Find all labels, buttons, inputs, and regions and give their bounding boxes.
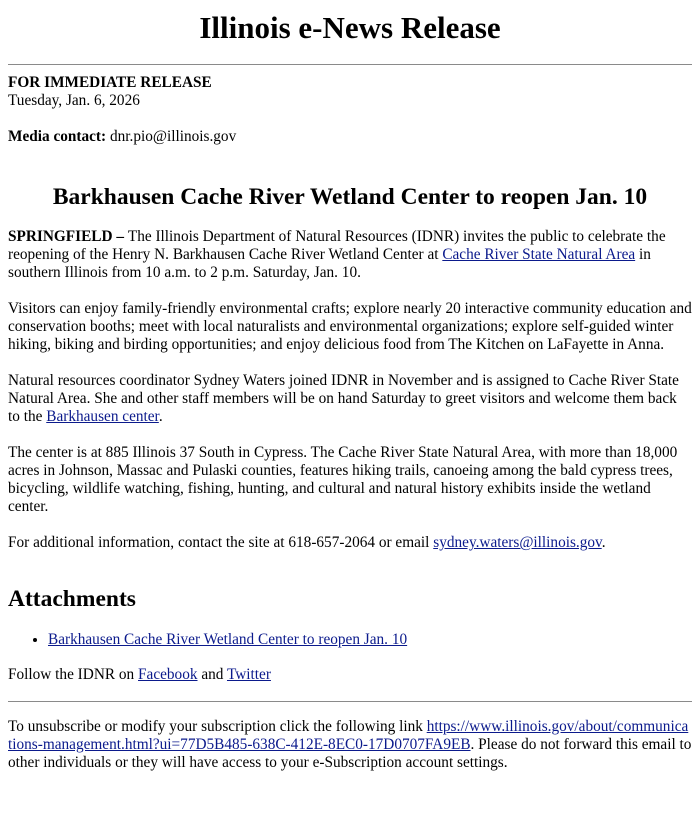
barkhausen-center-link[interactable]: Barkhausen center <box>46 408 159 425</box>
paragraph-activities: Visitors can enjoy family-friendly environmental crafts; explore nearly 20 interactive community education and conservation booths; meet with local naturalists and environmental organizations; explore self-guided winter hiking, biking and birding opportunities; and enjoy delicious food from The Kitchen on LaFayette in Anna. <box>8 300 692 353</box>
paragraph-coordinator-end: . <box>158 408 163 425</box>
release-date: Tuesday, Jan. 6, 2026 <box>8 92 140 109</box>
media-contact-email: dnr.pio@illinois.gov <box>109 128 237 145</box>
attachments-heading: Attachments <box>8 586 136 612</box>
follow-and: and <box>197 666 227 683</box>
contact-email-link[interactable]: sydney.waters@illinois.gov <box>433 534 602 551</box>
follow-text: Follow the IDNR on <box>8 666 139 683</box>
twitter-link[interactable]: Twitter <box>226 666 271 683</box>
media-contact <box>8 128 692 146</box>
paragraph-intro <box>8 228 692 282</box>
follow-line <box>8 666 692 684</box>
unsubscribe-notice <box>8 718 692 772</box>
release-label: FOR IMMEDIATE RELEASE <box>8 74 212 91</box>
unsubscribe-text: To unsubscribe or modify your subscription click the following link <box>8 718 427 735</box>
paragraph-intro-text: The Illinois Department of Natural Resources (IDNR) invites the public to celebrate the reopening of the Henry N. Barkhausen Cache River Wetland Center at <box>8 228 666 263</box>
attachment-link[interactable]: Barkhausen Cache River Wetland Center to reopen Jan. 10 <box>48 631 408 648</box>
unsubscribe-text-end: . Please do not forward this email to other individuals or they will have access to your e-Subscription account settings. <box>8 736 692 771</box>
paragraph-contact-end: . <box>601 534 606 551</box>
paragraph-location: The center is at 885 Illinois 37 South in Cypress. The Cache River State Natural Area, with more than 18,000 acres in Johnson, Massac and Pulaski counties, features hiking trails, canoeing among the bald cypress trees, bicycling, wildlife watching, fishing, hunting, and cultural and natural history exhibits inside the wetland center. <box>8 444 678 515</box>
divider-bottom <box>8 701 692 702</box>
media-contact-label: Media contact: <box>8 128 107 145</box>
paragraph-coordinator <box>8 372 692 426</box>
page-title: Illinois e-News Release <box>199 10 501 45</box>
cache-river-link[interactable]: Cache River State Natural Area <box>442 246 636 263</box>
paragraph-coordinator-text: Natural resources coordinator Sydney Waters joined IDNR in November and is assigned to Cache River State Natural Area. She and other staff members will be on hand Saturday to greet visitors and welcome them back to the <box>8 372 679 425</box>
divider-top <box>8 64 692 65</box>
paragraph-intro-text-end: in southern Illinois from 10 a.m. to 2 p.m. Saturday, Jan. 10. <box>8 246 651 281</box>
dateline: SPRINGFIELD <box>8 228 113 245</box>
list-item <box>48 631 692 649</box>
paragraph-contact <box>8 534 692 552</box>
attachments-list <box>8 631 692 649</box>
paragraph-contact-text: For additional information, contact the site at 618-657-2064 or email <box>8 534 434 551</box>
headline: Barkhausen Cache River Wetland Center to reopen Jan. 10 <box>52 184 648 210</box>
unsubscribe-link[interactable]: https://www.illinois.gov/about/communications-management.html?ui=77D5B485-638C-412E-8EC0-17D0707FA9EB <box>8 718 689 753</box>
facebook-link[interactable]: Facebook <box>138 666 198 683</box>
dateline-dash: – <box>112 228 128 245</box>
